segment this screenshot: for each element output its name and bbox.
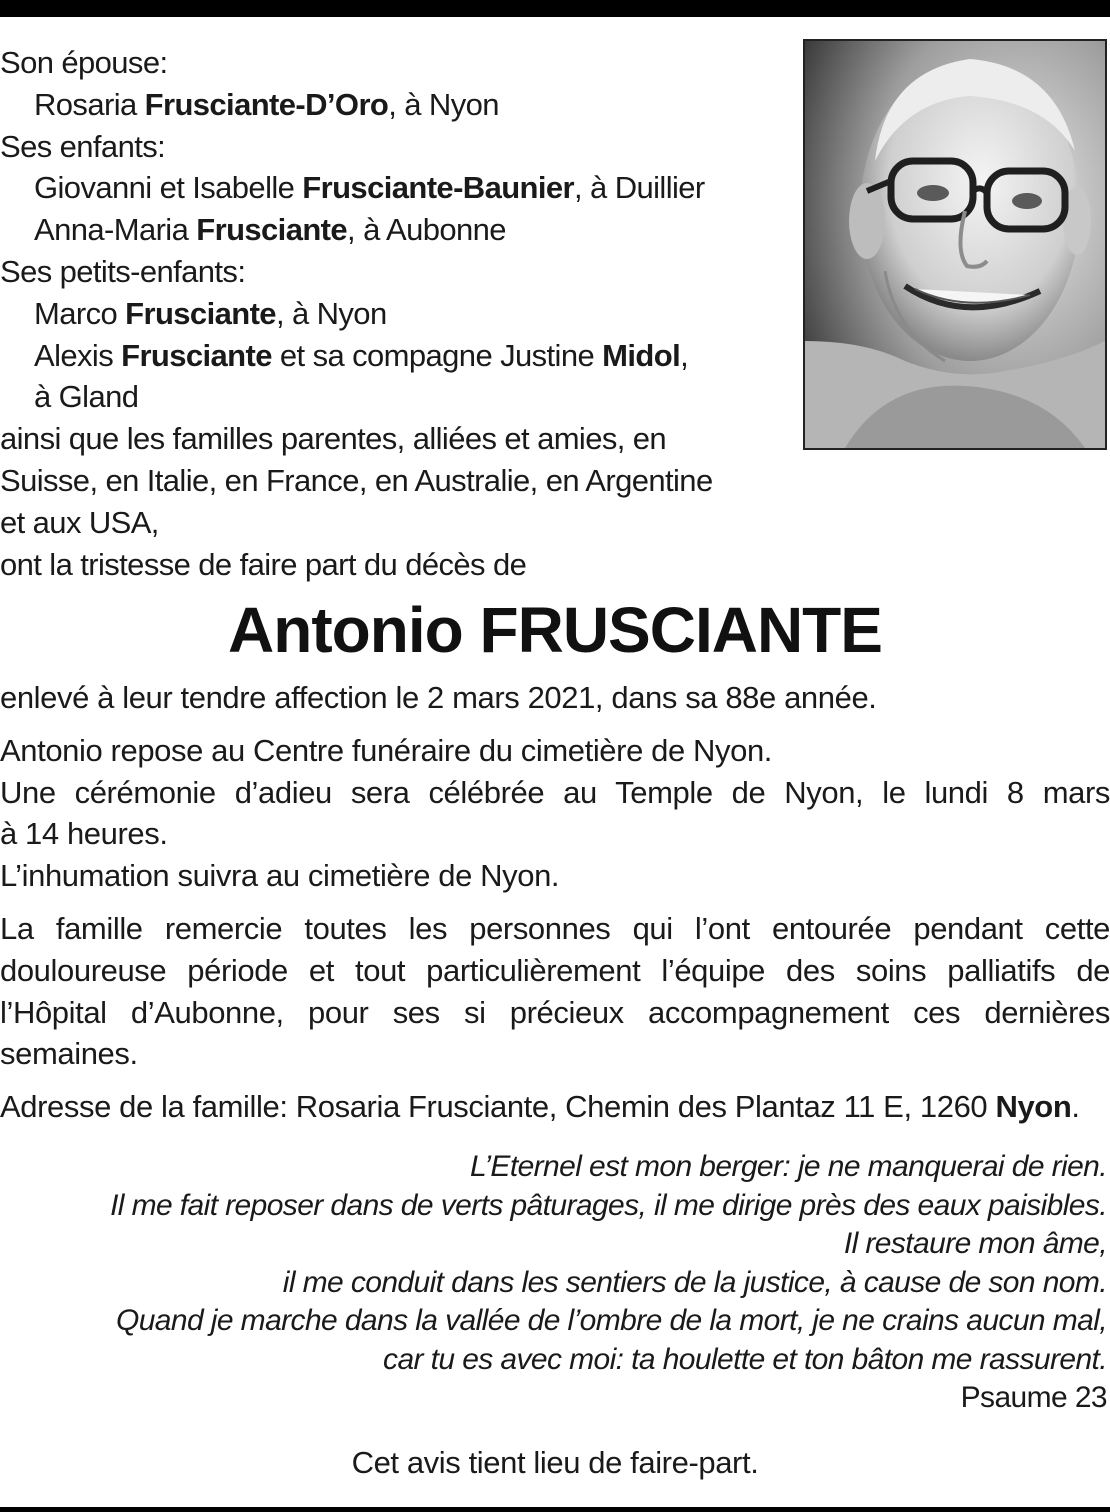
grandchild-place: à Gland	[34, 379, 139, 415]
announcement-line: ont la tristesse de faire part du décès de	[0, 546, 527, 582]
portrait-photo	[803, 39, 1107, 450]
grandchild-entry: Alexis Frusciante et sa compagne Justine Midol,	[34, 337, 689, 373]
grandchildren-heading: Ses petits-enfants:	[0, 253, 246, 289]
notice-body	[0, 677, 1110, 1128]
thanks-line: douloureuse période et tout particulièrement l’équipe des soins palliatifs de	[0, 952, 1110, 988]
spouse-entry: Rosaria Frusciante-D’Oro, à Nyon	[34, 86, 499, 122]
burial-line: L’inhumation suivra au cimetière de Nyon.	[0, 858, 560, 894]
relatives-line: et aux USA,	[0, 504, 159, 540]
rest-place-line: Antonio repose au Centre funéraire du cimetière de Nyon.	[0, 732, 773, 768]
bottom-rule	[0, 1507, 1110, 1512]
psalm-line: Quand je marche dans la vallée de l’ombre de la mort, je ne crains aucun mal,	[115, 1304, 1107, 1337]
relatives-line: Suisse, en Italie, en France, en Australie, en Argentine	[0, 462, 713, 498]
psalm-line: car tu es avec moi: ta houlette et ton bâton me rassurent.	[383, 1342, 1107, 1376]
psalm-line: il me conduit dans les sentiers de la justice, à cause de son nom.	[282, 1265, 1107, 1299]
thanks-line: l’Hôpital d’Aubonne, pour ses si précieux accompagnement ces dernières	[0, 994, 1110, 1030]
deceased-name: Antonio FRUSCIANTE	[228, 594, 882, 666]
portrait-image	[805, 41, 1105, 448]
psalm-reference: Psaume 23	[960, 1381, 1107, 1414]
family-address: Adresse de la famille: Rosaria Frusciante, Chemin des Plantaz 11 E, 1260 Nyon.	[0, 1089, 1080, 1125]
family-list	[0, 42, 780, 585]
relatives-line: ainsi que les familles parentes, alliées et amies, en	[0, 421, 667, 457]
psalm-line: L’Eternel est mon berger: je ne manquerai de rien.	[469, 1150, 1107, 1183]
psalm-line: Il me fait reposer dans de verts pâturages, il me dirige près des eaux paisibles.	[110, 1188, 1107, 1222]
grandchild-entry: Marco Frusciante, à Nyon	[34, 295, 387, 331]
ceremony-line: Une cérémonie d’adieu sera célébrée au Temple de Nyon, le lundi 8 mars	[0, 774, 1110, 810]
top-rule	[0, 0, 1110, 17]
ceremony-time: à 14 heures.	[0, 816, 168, 852]
thanks-line: semaines.	[0, 1036, 138, 1072]
passing-line: enlevé à leur tendre affection le 2 mars 2021, dans sa 88e année.	[0, 680, 877, 715]
thanks-line: La famille remercie toutes les personnes qui l’ont entourée pendant cette	[0, 910, 1110, 946]
child-entry: Anna-Maria Frusciante, à Aubonne	[34, 212, 506, 248]
spouse-heading: Son épouse:	[0, 45, 168, 80]
children-heading: Ses enfants:	[0, 128, 166, 164]
psalm-line: Il restaure mon âme,	[843, 1227, 1107, 1260]
closing-note: Cet avis tient lieu de faire-part.	[351, 1445, 759, 1480]
psalm-quote	[0, 1148, 1107, 1418]
child-entry: Giovanni et Isabelle Frusciante-Baunier, à Duillier	[34, 170, 705, 206]
